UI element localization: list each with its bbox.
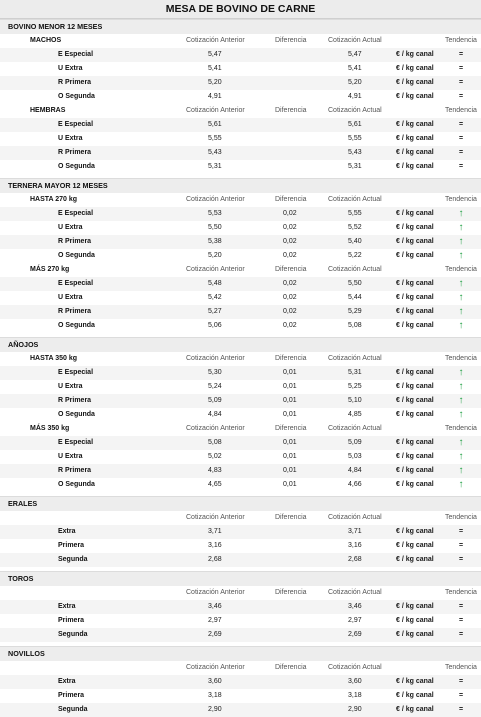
trend-up-arrow-icon: ↑ (458, 367, 464, 378)
unit-label: € / kg canal (396, 238, 434, 245)
section-block (0, 492, 481, 567)
unit-label: € / kg canal (396, 280, 434, 287)
unit-label: € / kg canal (396, 93, 434, 100)
table-row (0, 525, 481, 539)
table-row (0, 319, 481, 333)
unit-label: € / kg canal (396, 678, 434, 685)
value-anterior: 3,46 (208, 603, 222, 610)
category-label: R Primera (58, 467, 92, 474)
value-diferencia: 0,01 (283, 467, 297, 474)
value-actual: 3,60 (348, 678, 362, 685)
category-label: Extra (58, 678, 76, 685)
trend-equal-icon: = (458, 121, 464, 128)
category-label: O Segunda (58, 322, 95, 329)
value-diferencia: 0,01 (283, 453, 297, 460)
value-actual: 5,10 (348, 397, 362, 404)
group-label: HASTA 270 kg (30, 196, 78, 203)
column-header-tendencia: Tendencia (445, 266, 477, 273)
value-actual: 3,71 (348, 528, 362, 535)
category-label: R Primera (58, 79, 92, 86)
trend-equal-icon: = (458, 79, 464, 86)
table-row (0, 160, 481, 174)
value-anterior: 5,48 (208, 280, 222, 287)
value-diferencia: 0,02 (283, 322, 297, 329)
value-actual: 5,22 (348, 252, 362, 259)
value-anterior: 4,83 (208, 467, 222, 474)
column-header-anterior: Cotización Anterior (186, 107, 245, 114)
category-label: O Segunda (58, 481, 95, 488)
table-row (0, 464, 481, 478)
group-label: MÁS 270 kg (30, 266, 70, 273)
trend-up-arrow-icon: ↑ (458, 479, 464, 490)
unit-label: € / kg canal (396, 467, 434, 474)
trend-equal-icon: = (458, 617, 464, 624)
value-diferencia: 0,02 (283, 224, 297, 231)
section-header: TOROS (0, 571, 481, 586)
group-header-row (0, 352, 481, 366)
category-label: Extra (58, 528, 76, 535)
table-row (0, 366, 481, 380)
value-actual: 5,43 (348, 149, 362, 156)
column-header-actual: Cotización Actual (328, 664, 382, 671)
table-row (0, 277, 481, 291)
trend-up-arrow-icon: ↑ (458, 236, 464, 247)
group-header-row (0, 104, 481, 118)
table-row (0, 539, 481, 553)
column-header-diferencia: Diferencia (275, 355, 307, 362)
column-header-diferencia: Diferencia (275, 664, 307, 671)
value-actual: 5,20 (348, 79, 362, 86)
unit-label: € / kg canal (396, 322, 434, 329)
value-anterior: 3,71 (208, 528, 222, 535)
column-header-anterior: Cotización Anterior (186, 514, 245, 521)
unit-label: € / kg canal (396, 308, 434, 315)
value-anterior: 5,55 (208, 135, 222, 142)
table-row (0, 436, 481, 450)
trend-up-arrow-icon: ↑ (458, 250, 464, 261)
column-header-tendencia: Tendencia (445, 107, 477, 114)
table-row (0, 48, 481, 62)
value-actual: 4,66 (348, 481, 362, 488)
value-actual: 5,55 (348, 210, 362, 217)
trend-equal-icon: = (458, 678, 464, 685)
unit-label: € / kg canal (396, 453, 434, 460)
trend-up-arrow-icon: ↑ (458, 451, 464, 462)
column-header-diferencia: Diferencia (275, 589, 307, 596)
value-actual: 3,46 (348, 603, 362, 610)
category-label: Segunda (58, 556, 88, 563)
table-row (0, 703, 481, 717)
category-label: E Especial (58, 210, 94, 217)
table-row (0, 450, 481, 464)
table-row (0, 394, 481, 408)
group-header-row (0, 422, 481, 436)
group-header-row (0, 511, 481, 525)
value-anterior: 5,24 (208, 383, 222, 390)
value-actual: 5,55 (348, 135, 362, 142)
value-anterior: 4,84 (208, 411, 222, 418)
table-row (0, 478, 481, 492)
value-diferencia: 0,01 (283, 369, 297, 376)
value-anterior: 2,97 (208, 617, 222, 624)
value-actual: 3,16 (348, 542, 362, 549)
group-label: HEMBRAS (30, 107, 66, 114)
value-anterior: 3,60 (208, 678, 222, 685)
table-row (0, 132, 481, 146)
unit-label: € / kg canal (396, 617, 434, 624)
unit-label: € / kg canal (396, 411, 434, 418)
unit-label: € / kg canal (396, 294, 434, 301)
category-label: E Especial (58, 439, 94, 446)
category-label: U Extra (58, 65, 83, 72)
trend-up-arrow-icon: ↑ (458, 292, 464, 303)
value-anterior: 5,30 (208, 369, 222, 376)
value-actual: 2,97 (348, 617, 362, 624)
trend-equal-icon: = (458, 706, 464, 713)
column-header-tendencia: Tendencia (445, 37, 477, 44)
unit-label: € / kg canal (396, 631, 434, 638)
unit-label: € / kg canal (396, 706, 434, 713)
category-label: U Extra (58, 453, 83, 460)
trend-equal-icon: = (458, 556, 464, 563)
value-anterior: 5,47 (208, 51, 222, 58)
trend-up-arrow-icon: ↑ (458, 395, 464, 406)
value-diferencia: 0,01 (283, 439, 297, 446)
table-row (0, 207, 481, 221)
value-actual: 5,50 (348, 280, 362, 287)
column-header-diferencia: Diferencia (275, 196, 307, 203)
value-anterior: 5,20 (208, 252, 222, 259)
value-anterior: 5,53 (208, 210, 222, 217)
value-diferencia: 0,01 (283, 397, 297, 404)
section-block (0, 333, 481, 492)
group-label: HASTA 350 kg (30, 355, 78, 362)
category-label: Primera (58, 692, 85, 699)
column-header-actual: Cotización Actual (328, 107, 382, 114)
unit-label: € / kg canal (396, 121, 434, 128)
value-actual: 5,29 (348, 308, 362, 315)
table-row (0, 380, 481, 394)
column-header-diferencia: Diferencia (275, 514, 307, 521)
value-actual: 5,09 (348, 439, 362, 446)
value-anterior: 5,06 (208, 322, 222, 329)
column-header-anterior: Cotización Anterior (186, 425, 245, 432)
value-actual: 4,85 (348, 411, 362, 418)
trend-up-arrow-icon: ↑ (458, 320, 464, 331)
value-anterior: 5,20 (208, 79, 222, 86)
value-anterior: 5,61 (208, 121, 222, 128)
unit-label: € / kg canal (396, 383, 434, 390)
category-label: E Especial (58, 51, 94, 58)
column-header-tendencia: Tendencia (445, 664, 477, 671)
value-anterior: 5,41 (208, 65, 222, 72)
section-block (0, 174, 481, 333)
trend-equal-icon: = (458, 93, 464, 100)
category-label: O Segunda (58, 163, 95, 170)
table-row (0, 90, 481, 104)
unit-label: € / kg canal (396, 210, 434, 217)
value-anterior: 2,68 (208, 556, 222, 563)
value-diferencia: 0,01 (283, 411, 297, 418)
group-header-row (0, 661, 481, 675)
value-actual: 5,31 (348, 369, 362, 376)
section-header: ERALES (0, 496, 481, 511)
unit-label: € / kg canal (396, 369, 434, 376)
value-actual: 5,25 (348, 383, 362, 390)
value-actual: 5,31 (348, 163, 362, 170)
trend-up-arrow-icon: ↑ (458, 409, 464, 420)
trend-up-arrow-icon: ↑ (458, 306, 464, 317)
category-label: O Segunda (58, 93, 95, 100)
table-row (0, 118, 481, 132)
column-header-diferencia: Diferencia (275, 107, 307, 114)
value-actual: 5,52 (348, 224, 362, 231)
trend-up-arrow-icon: ↑ (458, 278, 464, 289)
column-header-actual: Cotización Actual (328, 37, 382, 44)
unit-label: € / kg canal (396, 528, 434, 535)
value-diferencia: 0,02 (283, 252, 297, 259)
value-anterior: 5,27 (208, 308, 222, 315)
category-label: E Especial (58, 121, 94, 128)
section-header: AÑOJOS (0, 337, 481, 352)
section-block (0, 19, 481, 174)
group-header-row (0, 34, 481, 48)
value-diferencia: 0,02 (283, 294, 297, 301)
category-label: R Primera (58, 149, 92, 156)
value-actual: 5,40 (348, 238, 362, 245)
value-anterior: 5,42 (208, 294, 222, 301)
trend-equal-icon: = (458, 542, 464, 549)
table-row (0, 62, 481, 76)
value-diferencia: 0,01 (283, 383, 297, 390)
unit-label: € / kg canal (396, 252, 434, 259)
value-anterior: 5,43 (208, 149, 222, 156)
table-row (0, 628, 481, 642)
column-header-anterior: Cotización Anterior (186, 196, 245, 203)
trend-up-arrow-icon: ↑ (458, 208, 464, 219)
unit-label: € / kg canal (396, 603, 434, 610)
value-diferencia: 0,02 (283, 210, 297, 217)
unit-label: € / kg canal (396, 163, 434, 170)
value-actual: 5,44 (348, 294, 362, 301)
value-anterior: 2,90 (208, 706, 222, 713)
value-actual: 5,08 (348, 322, 362, 329)
value-anterior: 5,31 (208, 163, 222, 170)
value-actual: 2,68 (348, 556, 362, 563)
table-row (0, 408, 481, 422)
trend-up-arrow-icon: ↑ (458, 437, 464, 448)
page-title: MESA DE BOVINO DE CARNE (0, 0, 481, 19)
category-label: U Extra (58, 224, 83, 231)
unit-label: € / kg canal (396, 556, 434, 563)
value-anterior: 4,65 (208, 481, 222, 488)
category-label: Segunda (58, 631, 88, 638)
category-label: Segunda (58, 706, 88, 713)
value-anterior: 5,02 (208, 453, 222, 460)
unit-label: € / kg canal (396, 692, 434, 699)
unit-label: € / kg canal (396, 79, 434, 86)
value-anterior: 5,09 (208, 397, 222, 404)
unit-label: € / kg canal (396, 224, 434, 231)
value-actual: 5,41 (348, 65, 362, 72)
trend-equal-icon: = (458, 149, 464, 156)
category-label: Extra (58, 603, 76, 610)
category-label: O Segunda (58, 411, 95, 418)
section-header: TERNERA MAYOR 12 MESES (0, 178, 481, 193)
trend-equal-icon: = (458, 163, 464, 170)
value-anterior: 5,08 (208, 439, 222, 446)
unit-label: € / kg canal (396, 135, 434, 142)
section-block (0, 642, 481, 717)
value-anterior: 2,69 (208, 631, 222, 638)
section-header: BOVINO MENOR 12 MESES (0, 19, 481, 34)
unit-label: € / kg canal (396, 65, 434, 72)
table-row (0, 305, 481, 319)
value-diferencia: 0,02 (283, 308, 297, 315)
table-row (0, 600, 481, 614)
column-header-actual: Cotización Actual (328, 355, 382, 362)
category-label: E Especial (58, 369, 94, 376)
value-diferencia: 0,02 (283, 280, 297, 287)
category-label: R Primera (58, 397, 92, 404)
table-row (0, 235, 481, 249)
column-header-actual: Cotización Actual (328, 196, 382, 203)
group-label: MÁS 350 kg (30, 425, 70, 432)
table-row (0, 221, 481, 235)
column-header-tendencia: Tendencia (445, 355, 477, 362)
trend-equal-icon: = (458, 65, 464, 72)
column-header-actual: Cotización Actual (328, 514, 382, 521)
column-header-actual: Cotización Actual (328, 589, 382, 596)
value-actual: 5,03 (348, 453, 362, 460)
column-header-tendencia: Tendencia (445, 196, 477, 203)
table-row (0, 76, 481, 90)
table-row (0, 291, 481, 305)
trend-equal-icon: = (458, 631, 464, 638)
trend-equal-icon: = (458, 528, 464, 535)
sections-container (0, 19, 481, 717)
column-header-anterior: Cotización Anterior (186, 664, 245, 671)
value-anterior: 5,50 (208, 224, 222, 231)
unit-label: € / kg canal (396, 51, 434, 58)
value-diferencia: 0,01 (283, 481, 297, 488)
column-header-anterior: Cotización Anterior (186, 37, 245, 44)
column-header-diferencia: Diferencia (275, 425, 307, 432)
category-label: Primera (58, 617, 85, 624)
section-header: NOVILLOS (0, 646, 481, 661)
value-actual: 4,91 (348, 93, 362, 100)
value-actual: 2,69 (348, 631, 362, 638)
column-header-actual: Cotización Actual (328, 425, 382, 432)
category-label: U Extra (58, 294, 83, 301)
table-row (0, 614, 481, 628)
trend-equal-icon: = (458, 135, 464, 142)
unit-label: € / kg canal (396, 542, 434, 549)
trend-up-arrow-icon: ↑ (458, 381, 464, 392)
group-header-row (0, 193, 481, 207)
value-diferencia: 0,02 (283, 238, 297, 245)
column-header-tendencia: Tendencia (445, 589, 477, 596)
column-header-actual: Cotización Actual (328, 266, 382, 273)
value-actual: 3,18 (348, 692, 362, 699)
unit-label: € / kg canal (396, 149, 434, 156)
category-label: R Primera (58, 308, 92, 315)
category-label: Primera (58, 542, 85, 549)
group-header-row (0, 263, 481, 277)
column-header-anterior: Cotización Anterior (186, 266, 245, 273)
value-anterior: 3,16 (208, 542, 222, 549)
column-header-anterior: Cotización Anterior (186, 355, 245, 362)
category-label: E Especial (58, 280, 94, 287)
value-anterior: 3,18 (208, 692, 222, 699)
value-actual: 2,90 (348, 706, 362, 713)
column-header-tendencia: Tendencia (445, 514, 477, 521)
category-label: U Extra (58, 383, 83, 390)
column-header-anterior: Cotización Anterior (186, 589, 245, 596)
category-label: O Segunda (58, 252, 95, 259)
column-header-diferencia: Diferencia (275, 37, 307, 44)
table-row (0, 249, 481, 263)
value-actual: 5,61 (348, 121, 362, 128)
column-header-diferencia: Diferencia (275, 266, 307, 273)
category-label: U Extra (58, 135, 83, 142)
category-label: R Primera (58, 238, 92, 245)
value-anterior: 5,38 (208, 238, 222, 245)
trend-up-arrow-icon: ↑ (458, 465, 464, 476)
value-actual: 5,47 (348, 51, 362, 58)
unit-label: € / kg canal (396, 439, 434, 446)
trend-equal-icon: = (458, 603, 464, 610)
trend-up-arrow-icon: ↑ (458, 222, 464, 233)
group-header-row (0, 586, 481, 600)
table-row (0, 675, 481, 689)
group-label: MACHOS (30, 37, 62, 44)
unit-label: € / kg canal (396, 397, 434, 404)
trend-equal-icon: = (458, 692, 464, 699)
table-row (0, 553, 481, 567)
section-block (0, 567, 481, 642)
table-row (0, 689, 481, 703)
trend-equal-icon: = (458, 51, 464, 58)
table-row (0, 146, 481, 160)
value-actual: 4,84 (348, 467, 362, 474)
value-anterior: 4,91 (208, 93, 222, 100)
column-header-tendencia: Tendencia (445, 425, 477, 432)
unit-label: € / kg canal (396, 481, 434, 488)
